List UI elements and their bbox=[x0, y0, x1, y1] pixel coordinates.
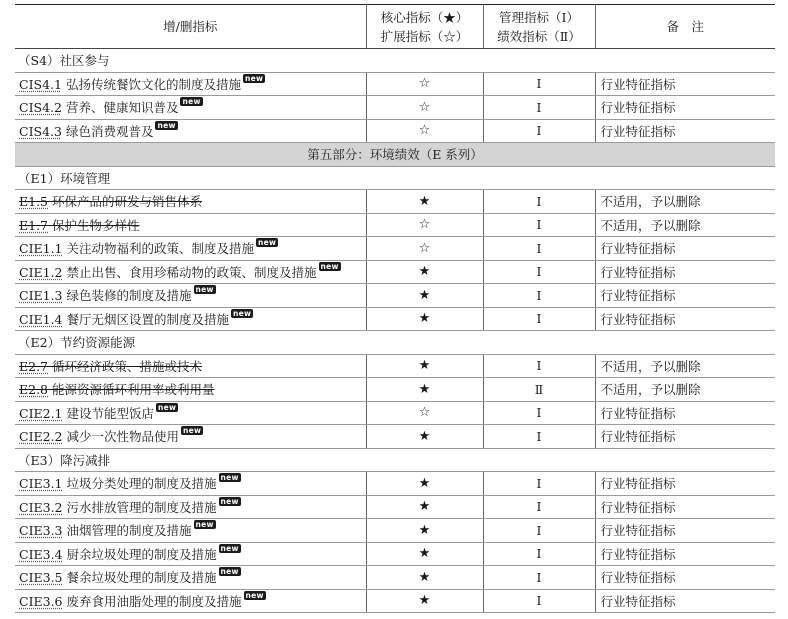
indicator-grade: Ⅰ bbox=[483, 495, 595, 519]
indicator-name: 餐厅无烟区设置的制度及措施 bbox=[66, 311, 230, 327]
indicator-name: 餐余垃圾处理的制度及措施 bbox=[66, 570, 217, 586]
indicator-code: CIE1.4 bbox=[19, 311, 63, 327]
indicator-grade: Ⅰ bbox=[483, 472, 595, 496]
indicator-name: 减少一次性物品使用 bbox=[66, 429, 180, 445]
header-grade-line2: 绩效指标（Ⅱ） bbox=[497, 28, 581, 44]
indicator-note: 行业特征指标 bbox=[595, 566, 775, 590]
indicator-type-mark: ★ bbox=[366, 378, 483, 402]
new-badge: new bbox=[158, 402, 177, 412]
indicator-text bbox=[19, 288, 192, 303]
indicator-code: CIE2.2 bbox=[19, 429, 63, 445]
indicator-note: 行业特征指标 bbox=[595, 119, 775, 143]
indicator-name: 废弃食用油脂处理的制度及措施 bbox=[66, 593, 242, 609]
indicator-grade: Ⅰ bbox=[483, 190, 595, 214]
indicator-code: CIE3.1 bbox=[19, 476, 63, 492]
indicator-cell bbox=[15, 96, 366, 120]
indicator-table bbox=[15, 4, 775, 613]
indicator-grade: Ⅰ bbox=[483, 72, 595, 96]
indicator-text bbox=[19, 547, 217, 562]
new-badge: new bbox=[258, 238, 277, 248]
indicator-type-mark: ★ bbox=[366, 542, 483, 566]
indicator-note: 行业特征指标 bbox=[595, 284, 775, 308]
new-badge: new bbox=[182, 97, 201, 107]
table-row bbox=[15, 519, 775, 543]
indicator-name: 绿色消费观普及 bbox=[65, 123, 154, 139]
section-row bbox=[15, 166, 775, 190]
indicator-name: 关注动物福利的政策、制度及措施 bbox=[66, 241, 255, 257]
indicator-cell bbox=[15, 472, 366, 496]
indicator-cell bbox=[15, 307, 366, 331]
indicator-note: 行业特征指标 bbox=[595, 589, 775, 613]
indicator-code: CIE1.2 bbox=[19, 264, 63, 280]
indicator-note: 行业特征指标 bbox=[595, 542, 775, 566]
header-type bbox=[366, 5, 483, 49]
indicator-cell bbox=[15, 354, 366, 378]
table-row bbox=[15, 542, 775, 566]
indicator-grade: Ⅰ bbox=[483, 119, 595, 143]
indicator-note: 不适用，予以删除 bbox=[595, 190, 775, 214]
indicator-name: 弘扬传统餐饮文化的制度及措施 bbox=[65, 76, 241, 92]
indicator-grade: Ⅰ bbox=[483, 566, 595, 590]
indicator-grade: Ⅰ bbox=[483, 260, 595, 284]
indicator-code: CIE3.2 bbox=[19, 499, 63, 515]
indicator-code: CIE3.6 bbox=[19, 593, 63, 609]
indicator-code: CIE3.4 bbox=[19, 546, 63, 562]
table-row bbox=[15, 307, 775, 331]
indicator-text bbox=[19, 77, 241, 92]
table-row bbox=[15, 72, 775, 96]
indicator-name: 建设节能型饭店 bbox=[66, 405, 155, 421]
indicator-type-mark: ★ bbox=[366, 589, 483, 613]
new-badge: new bbox=[183, 426, 202, 436]
indicator-name: 油烟管理的制度及措施 bbox=[66, 523, 192, 539]
indicator-code: CIS4.3 bbox=[19, 123, 62, 139]
table-row bbox=[15, 96, 775, 120]
indicator-name: 循环经济政策、措施或技术 bbox=[52, 358, 203, 374]
indicator-text bbox=[19, 382, 215, 397]
indicator-name: 污水排放管理的制度及措施 bbox=[66, 499, 217, 515]
indicator-name: 绿色装修的制度及措施 bbox=[66, 288, 192, 304]
indicator-note: 行业特征指标 bbox=[595, 72, 775, 96]
indicator-cell bbox=[15, 284, 366, 308]
new-badge: new bbox=[195, 520, 214, 530]
indicator-text bbox=[19, 241, 254, 256]
section-row bbox=[15, 448, 775, 472]
new-badge: new bbox=[220, 496, 239, 506]
indicator-note: 不适用，予以删除 bbox=[595, 354, 775, 378]
table-row bbox=[15, 284, 775, 308]
indicator-type-mark: ☆ bbox=[366, 72, 483, 96]
section-label: （E2）节约资源能源 bbox=[15, 331, 775, 355]
section-label: （S4）社区参与 bbox=[15, 49, 775, 73]
new-badge: new bbox=[245, 590, 264, 600]
indicator-note: 行业特征指标 bbox=[595, 260, 775, 284]
indicator-grade: Ⅰ bbox=[483, 354, 595, 378]
indicator-code: CIE3.5 bbox=[19, 570, 63, 586]
table-row bbox=[15, 119, 775, 143]
header-note: 备 注 bbox=[595, 5, 775, 49]
indicator-name: 环保产品的研发与销售体系 bbox=[52, 194, 203, 210]
indicator-grade: Ⅰ bbox=[483, 96, 595, 120]
indicator-type-mark: ★ bbox=[366, 307, 483, 331]
section-row bbox=[15, 49, 775, 73]
table-row bbox=[15, 566, 775, 590]
indicator-cell bbox=[15, 237, 366, 261]
indicator-note: 行业特征指标 bbox=[595, 495, 775, 519]
table-row bbox=[15, 213, 775, 237]
indicator-text bbox=[19, 312, 229, 327]
indicator-name: 能源资源循环利用率或利用量 bbox=[52, 382, 215, 398]
indicator-type-mark: ★ bbox=[366, 284, 483, 308]
indicator-note: 行业特征指标 bbox=[595, 307, 775, 331]
indicator-code: E1.5 bbox=[19, 194, 49, 210]
indicator-grade: Ⅰ bbox=[483, 237, 595, 261]
indicator-code: E2.7 bbox=[19, 358, 49, 374]
indicator-text bbox=[19, 359, 202, 374]
indicator-cell bbox=[15, 495, 366, 519]
indicator-grade: Ⅰ bbox=[483, 425, 595, 449]
indicator-text bbox=[19, 594, 242, 609]
table-row bbox=[15, 354, 775, 378]
indicator-type-mark: ★ bbox=[366, 425, 483, 449]
indicator-cell bbox=[15, 190, 366, 214]
indicator-text bbox=[19, 406, 154, 421]
indicator-type-mark: ☆ bbox=[366, 119, 483, 143]
header-grade-line1: 管理指标（Ⅰ） bbox=[499, 9, 579, 25]
indicator-type-mark: ★ bbox=[366, 472, 483, 496]
indicator-code: E1.7 bbox=[19, 217, 49, 233]
indicator-cell bbox=[15, 72, 366, 96]
header-grade bbox=[483, 5, 595, 49]
indicator-code: CIE3.3 bbox=[19, 523, 63, 539]
indicator-code: CIS4.1 bbox=[19, 76, 62, 92]
indicator-cell bbox=[15, 566, 366, 590]
indicator-grade: Ⅰ bbox=[483, 401, 595, 425]
new-badge: new bbox=[233, 308, 252, 318]
table-row bbox=[15, 495, 775, 519]
indicator-text bbox=[19, 500, 217, 515]
section-label: （E3）降污减排 bbox=[15, 448, 775, 472]
part-row bbox=[15, 143, 775, 167]
header-type-line2: 扩展指标（☆） bbox=[380, 28, 469, 44]
indicator-text bbox=[19, 523, 192, 538]
indicator-cell bbox=[15, 213, 366, 237]
indicator-note: 行业特征指标 bbox=[595, 472, 775, 496]
indicator-name: 禁止出售、食用珍稀动物的政策、制度及措施 bbox=[66, 264, 317, 280]
indicator-grade: Ⅱ bbox=[483, 378, 595, 402]
indicator-type-mark: ★ bbox=[366, 354, 483, 378]
new-badge: new bbox=[220, 473, 239, 483]
indicator-text bbox=[19, 100, 178, 115]
indicator-text bbox=[19, 476, 217, 491]
indicator-type-mark: ☆ bbox=[366, 213, 483, 237]
indicator-cell bbox=[15, 401, 366, 425]
table-row bbox=[15, 425, 775, 449]
indicator-note: 行业特征指标 bbox=[595, 237, 775, 261]
header-type-line1: 核心指标（★） bbox=[380, 9, 469, 25]
new-badge: new bbox=[320, 261, 339, 271]
new-badge: new bbox=[195, 285, 214, 295]
indicator-code: E2.8 bbox=[19, 382, 49, 398]
indicator-cell bbox=[15, 542, 366, 566]
indicator-type-mark: ☆ bbox=[366, 237, 483, 261]
indicator-cell bbox=[15, 378, 366, 402]
new-badge: new bbox=[220, 567, 239, 577]
indicator-text bbox=[19, 429, 179, 444]
indicator-note: 行业特征指标 bbox=[595, 425, 775, 449]
table-row bbox=[15, 589, 775, 613]
indicator-grade: Ⅰ bbox=[483, 519, 595, 543]
indicator-name: 保护生物多样性 bbox=[52, 217, 140, 233]
indicator-text bbox=[19, 124, 153, 139]
section-label: （E1）环境管理 bbox=[15, 166, 775, 190]
header-change: 增/删指标 bbox=[15, 5, 366, 49]
table-row bbox=[15, 237, 775, 261]
indicator-name: 厨余垃圾处理的制度及措施 bbox=[66, 546, 217, 562]
indicator-code: CIE2.1 bbox=[19, 405, 63, 421]
indicator-cell bbox=[15, 260, 366, 284]
indicator-type-mark: ★ bbox=[366, 190, 483, 214]
indicator-grade: Ⅰ bbox=[483, 307, 595, 331]
indicator-code: CIE1.1 bbox=[19, 241, 63, 257]
indicator-note: 行业特征指标 bbox=[595, 519, 775, 543]
table-row bbox=[15, 260, 775, 284]
indicator-note: 行业特征指标 bbox=[595, 96, 775, 120]
indicator-grade: Ⅰ bbox=[483, 542, 595, 566]
indicator-note: 不适用，予以删除 bbox=[595, 213, 775, 237]
indicator-cell bbox=[15, 589, 366, 613]
indicator-text bbox=[19, 265, 317, 280]
indicator-code: CIE1.3 bbox=[19, 288, 63, 304]
indicator-text bbox=[19, 570, 217, 585]
indicator-text bbox=[19, 194, 202, 209]
new-badge: new bbox=[244, 73, 264, 83]
indicator-type-mark: ★ bbox=[366, 495, 483, 519]
indicator-code: CIS4.2 bbox=[19, 100, 62, 116]
new-badge: new bbox=[220, 543, 239, 553]
indicator-cell bbox=[15, 425, 366, 449]
indicator-type-mark: ★ bbox=[366, 566, 483, 590]
indicator-note: 行业特征指标 bbox=[595, 401, 775, 425]
indicator-grade: Ⅰ bbox=[483, 213, 595, 237]
indicator-type-mark: ☆ bbox=[366, 401, 483, 425]
indicator-type-mark: ☆ bbox=[366, 96, 483, 120]
indicator-text bbox=[19, 218, 140, 233]
indicator-name: 垃圾分类处理的制度及措施 bbox=[66, 476, 217, 492]
new-badge: new bbox=[157, 120, 176, 130]
indicator-grade: Ⅰ bbox=[483, 284, 595, 308]
indicator-name: 营养、健康知识普及 bbox=[65, 100, 179, 116]
part-label: 第五部分：环境绩效（E 系列） bbox=[15, 143, 775, 167]
indicator-note: 不适用，予以删除 bbox=[595, 378, 775, 402]
indicator-type-mark: ★ bbox=[366, 260, 483, 284]
table-row bbox=[15, 401, 775, 425]
table-row bbox=[15, 472, 775, 496]
table-row bbox=[15, 190, 775, 214]
indicator-type-mark: ★ bbox=[366, 519, 483, 543]
table-header-row bbox=[15, 5, 775, 49]
section-row bbox=[15, 331, 775, 355]
table-row bbox=[15, 378, 775, 402]
indicator-cell bbox=[15, 119, 366, 143]
indicator-grade: Ⅰ bbox=[483, 589, 595, 613]
indicator-cell bbox=[15, 519, 366, 543]
